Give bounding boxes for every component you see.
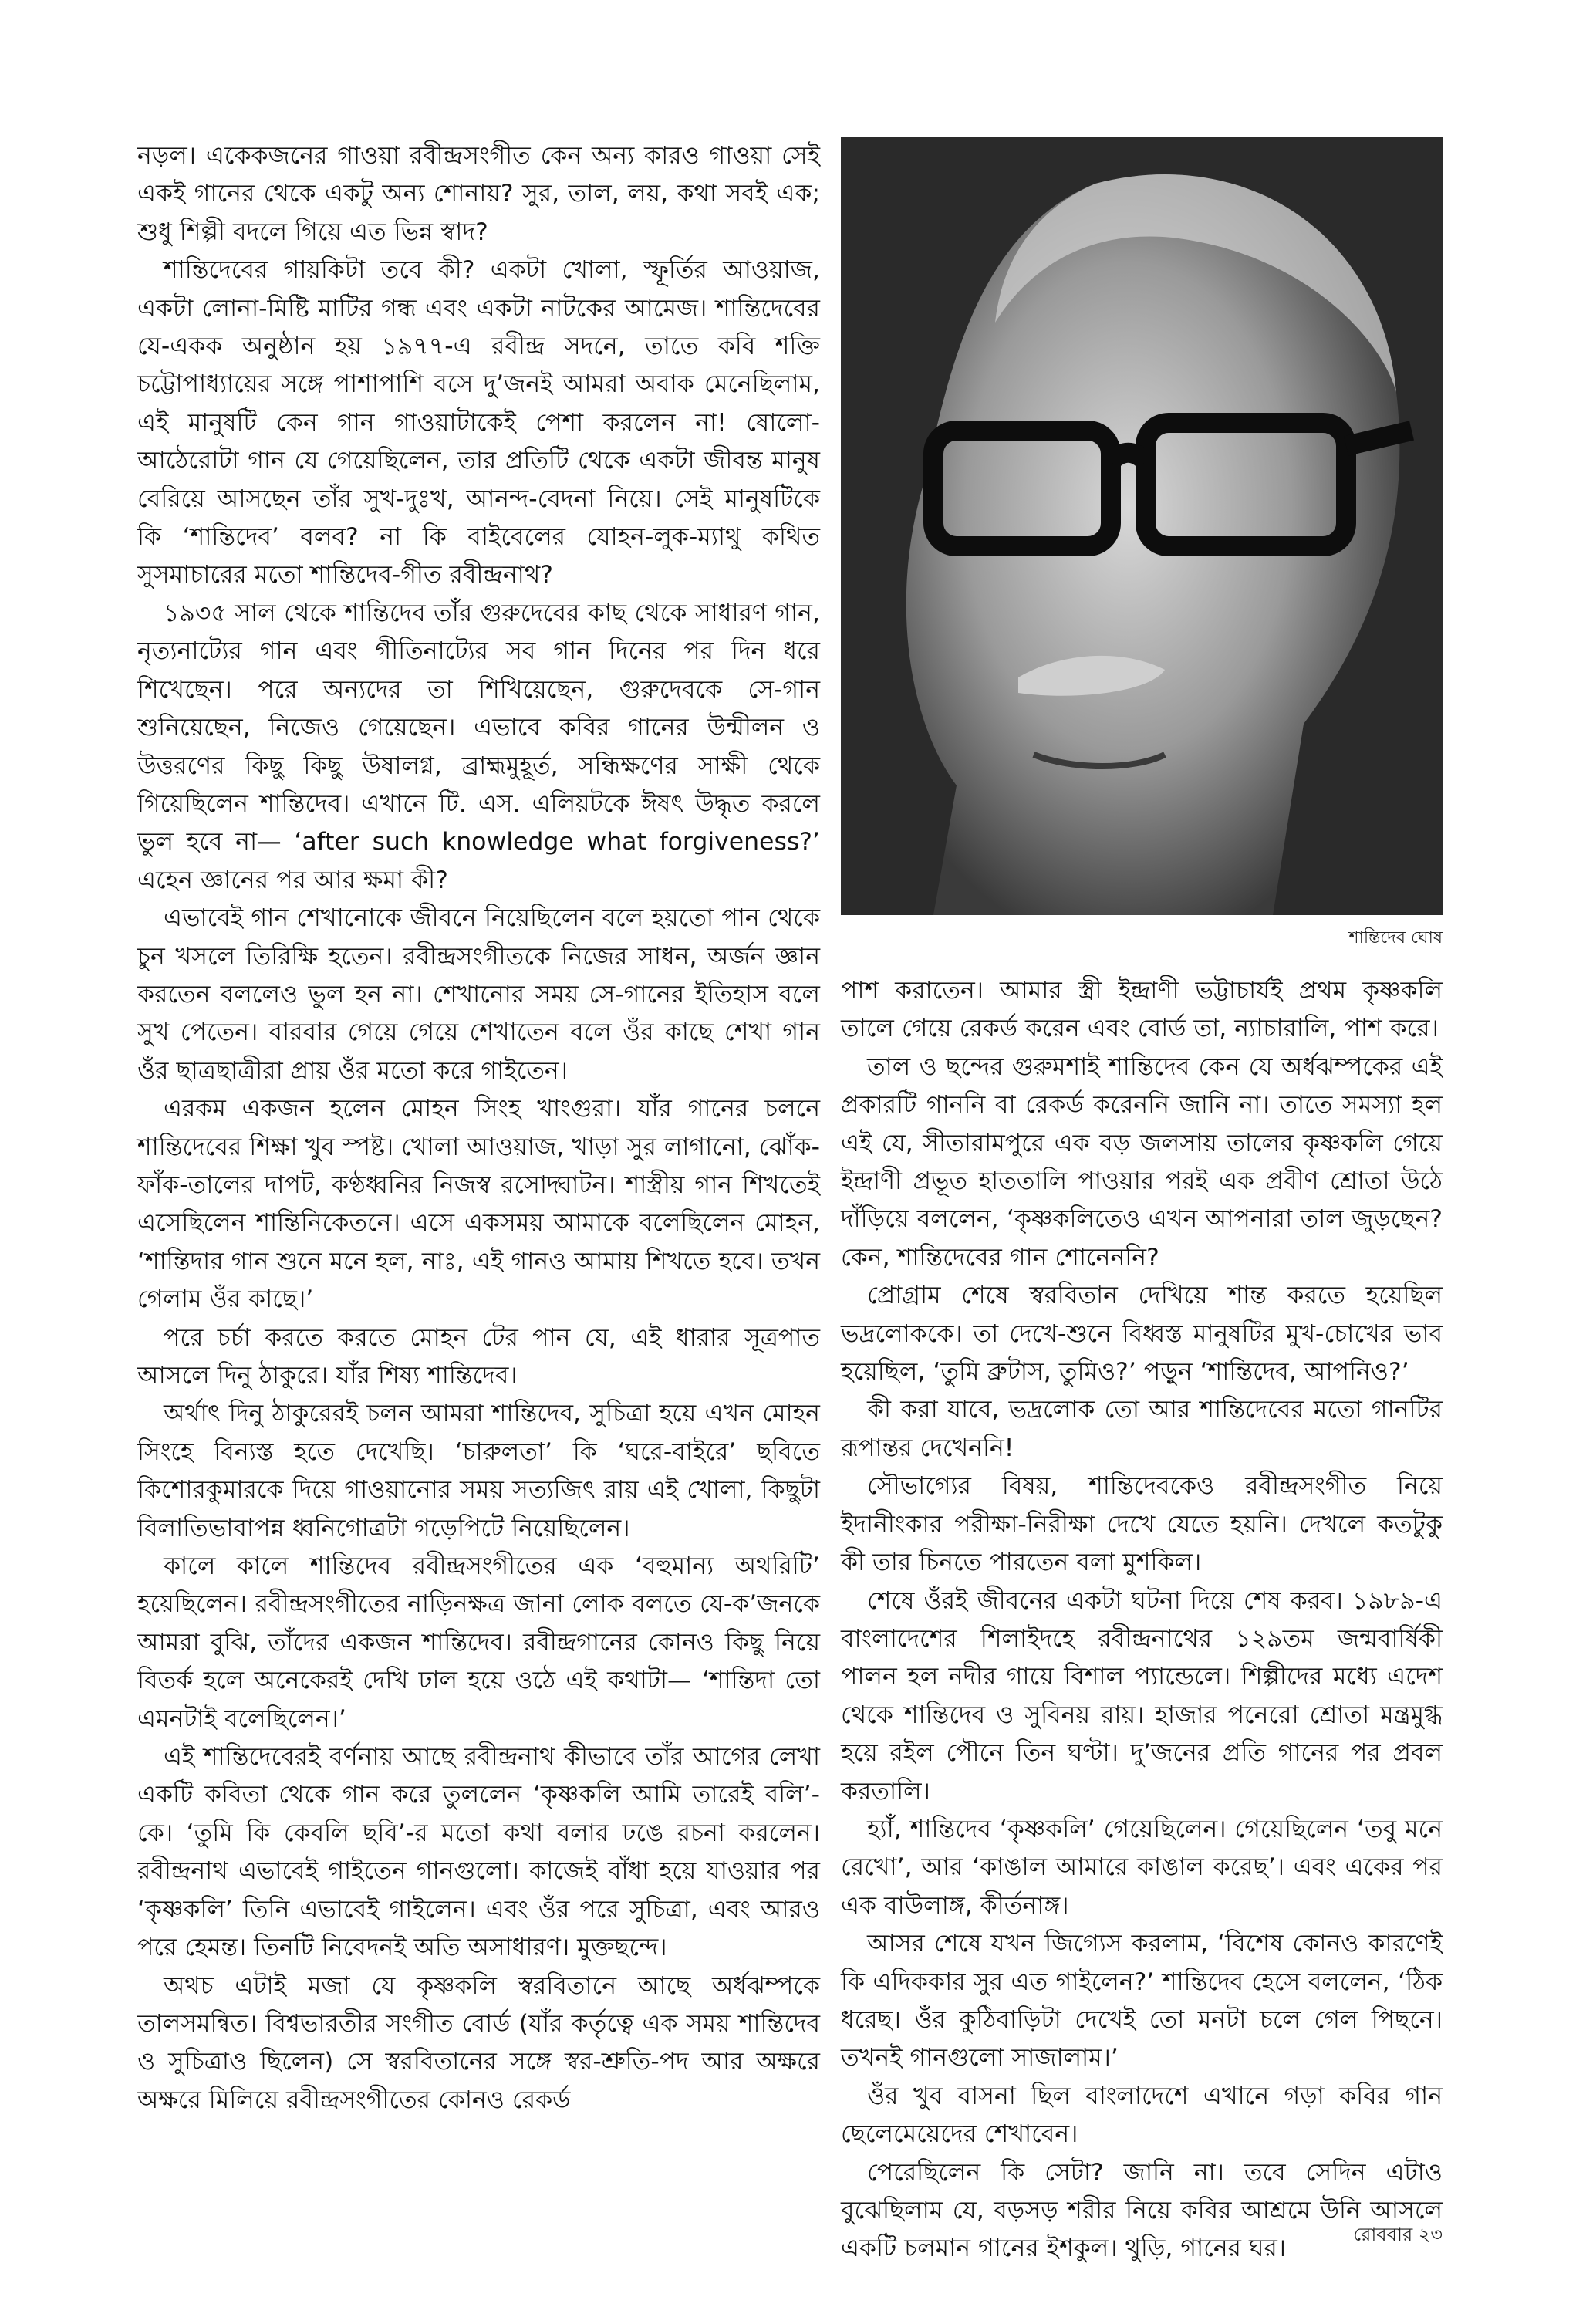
article-column-left: [137, 137, 820, 2120]
paragraph: হ্যাঁ, শান্তিদেব ‘কৃষ্ণকলি’ গেয়েছিলেন। গেয়েছিলেন ‘তবু মনে রেখো’, আর ‘কাঙাল আমারে কাঙাল করেছ’। এবং একের পর এক বাউলাঙ্গ, কীর্তনাঙ্গ।: [841, 1815, 1443, 1920]
portrait-illustration: [841, 137, 1443, 915]
paragraph: সৌভাগ্যের বিষয়, শান্তিদেবকেও রবীন্দ্রসংগীত নিয়ে ইদানীংকার পরীক্ষা-নিরীক্ষা দেখে যেতে হয়নি। দেখলে কতটুকু কী তার চিনতে পারতেন বলা মুশকিল।: [841, 1472, 1443, 1577]
paragraph: পাশ করাতেন। আমার স্ত্রী ইন্দ্রাণী ভট্টাচার্যই প্রথম কৃষ্ণকলি তালে গেয়ে রেকর্ড করেন এবং বোর্ড তা, ন্যাচারালি, পাশ করে।: [841, 977, 1443, 1043]
paragraph: তাল ও ছন্দের গুরুমশাই শান্তিদেব কেন যে অর্ধঝম্পকের এই প্রকারটি গাননি বা রেকর্ড করেননি জানি না। তাতে সমস্যা হল এই যে, সীতারামপুরে এক বড় জলসায় তালের কৃষ্ণকলি গেয়ে ইন্দ্রাণী প্রভূত হাততালি পাওয়ার পরই এক প্রবীণ শ্রোতা উঠে দাঁড়িয়ে বললেন, ‘কৃষ্ণকলিতেও এখন আপনারা তাল জুড়ছেন? কেন, শান্তিদেবের গান শোনেননি?: [841, 1052, 1443, 1272]
paragraph: আসর শেষে যখন জিগ্যেস করলাম, ‘বিশেষ কোনও কারণেই কি এদিককার সুর এত গাইলেন?’ শান্তিদেব হেসে বললেন, ‘ঠিক ধরেছ। ওঁর কুঠিবাড়িটা দেখেই তো মনটা চলে গেল পিছনে। তখনই গানগুলো সাজালাম।’: [841, 1930, 1443, 2072]
paragraph: শান্তিদেবের গায়কিটা তবে কী? একটা খোলা, স্ফূর্তির আওয়াজ, একটা লোনা-মিষ্টি মাটির গন্ধ এবং একটা নাটকের আমেজ। শান্তিদেবের যে-একক অনুষ্ঠান হয় ১৯৭৭-এ রবীন্দ্র সদনে, তাতে কবি শক্তি চট্টোপাধ্যায়ের সঙ্গে পাশাপাশি বসে দু’জনই আমরা অবাক মেনেছিলাম, এই মানুষটি কেন গান গাওয়াটাকেই পেশা করলেন না! ষোলো-আঠেরোটা গান যে গেয়েছিলেন, তার প্রতিটি থেকে একটা জীবন্ত মানুষ বেরিয়ে আসছেন তাঁর সুখ-দুঃখ, আনন্দ-বেদনা নিয়ে। সেই মানুষটিকে কি ‘শান্তিদেব’ বলব? না কি বাইবেলের যোহন-লুক-ম্যাথু কথিত সুসমাচারের মতো শান্তিদেব-গীত রবীন্দ্রনাথ?: [137, 256, 820, 589]
paragraph: কী করা যাবে, ভদ্রলোক তো আর শান্তিদেবের মতো গানটির রূপান্তর দেখেননি!: [841, 1396, 1443, 1462]
paragraph: এরকম একজন হলেন মোহন সিংহ খাংগুরা। যাঁর গানের চলনে শান্তিদেবের শিক্ষা খুব স্পষ্ট। খোলা আওয়াজ, খাড়া সুর লাগানো, ঝোঁক-ফাঁক-তালের দাপট, কণ্ঠধ্বনির নিজস্ব রসোদ্ঘাটন। শাস্ত্রীয় গান শিখতেই এসেছিলেন শান্তিনিকেতনে। এসে একসময় আমাকে বলেছিলেন মোহন, ‘শান্তিদার গান শুনে মনে হল, নাঃ, এই গানও আমায় শিখতে হবে। তখন গেলাম ওঁর কাছে।’: [137, 1095, 820, 1314]
paragraph: শেষে ওঁরই জীবনের একটা ঘটনা দিয়ে শেষ করব। ১৯৮৯-এ বাংলাদেশের শিলাইদহে রবীন্দ্রনাথের ১২৯তম জন্মবার্ষিকী পালন হল নদীর গায়ে বিশাল প্যান্ডেলে। শিল্পীদের মধ্যে এদেশ থেকে শান্তিদেব ও সুবিনয় রায়। হাজার পনেরো শ্রোতা মন্ত্রমুগ্ধ হয়ে রইল পৌনে তিন ঘণ্টা। দু’জনের প্রতি গানের পর প্রবল করতালি।: [841, 1586, 1443, 1805]
paragraph: পরে চর্চা করতে করতে মোহন টের পান যে, এই ধারার সূত্রপাত আসলে দিনু ঠাকুরে। যাঁর শিষ্য শান্তিদেব।: [137, 1323, 820, 1390]
paragraph: এভাবেই গান শেখানোকে জীবনে নিয়েছিলেন বলে হয়তো পান থেকে চুন খসলে তিরিক্ষি হতেন। রবীন্দ্রসংগীতকে নিজের সাধন, অর্জন জ্ঞান করতেন বললেও ভুল হন না। শেখানোর সময় সে-গানের ইতিহাস বলে সুখ পেতেন। বারবার গেয়ে গেয়ে শেখাতেন বলে ওঁর কাছে শেখা গান ওঁর ছাত্রছাত্রীরা প্রায় ওঁর মতো করে গাইতেন।: [137, 904, 820, 1085]
paragraph: অথচ এটাই মজা যে কৃষ্ণকলি স্বরবিতানে আছে অর্ধঝম্পকে তালসমন্বিত। বিশ্বভারতীর সংগীত বোর্ড (যাঁর কর্তৃত্বে এক সময় শান্তিদেব ও সুচিত্রাও ছিলেন) সে স্বরবিতানের সঙ্গে স্বর-শ্রুতি-পদ আর অক্ষরে অক্ষরে মিলিয়ে রবীন্দ্রসংগীতের কোনও রেকর্ড: [137, 1971, 820, 2114]
article-column-right: [841, 972, 1443, 2268]
paragraph: ওঁর খুব বাসনা ছিল বাংলাদেশে এখানে গড়া কবির গান ছেলেমেয়েদের শেখাবেন।: [841, 2082, 1443, 2149]
paragraph: প্রোগ্রাম শেষে স্বরবিতান দেখিয়ে শান্ত করতে হয়েছিল ভদ্রলোককে। তা দেখে-শুনে বিধ্বস্ত মানুষটির মুখ-চোখের ভাব হয়েছিল, ‘তুমি ব্রুটাস, তুমিও?’ পড়ুন ‘শান্তিদেব, আপনিও?’: [841, 1282, 1443, 1387]
paragraph: পেরেছিলেন কি সেটা? জানি না। তবে সেদিন এটাও বুঝেছিলাম যে, বড়সড় শরীর নিয়ে কবির আশ্রমে উনি আসলে একটি চলমান গানের ইশকুল। থুড়ি, গানের ঘর।: [841, 2158, 1443, 2263]
paragraph: কালে কালে শান্তিদেব রবীন্দ্রসংগীতের এক ‘বহুমান্য অথরিটি’ হয়েছিলেন। রবীন্দ্রসংগীতের নাড়িনক্ষত্র জানা লোক বলতে যে-ক’জনকে আমরা বুঝি, তাঁদের একজন শান্তিদেব। রবীন্দ্রগানের কোনও কিছু নিয়ে বিতর্ক হলে অনেকেরই দেখি ঢাল হয়ে ওঠে এই কথাটা— ‘শান্তিদা তো এমনটাই বলেছিলেন।’: [137, 1552, 820, 1733]
page-folio: রোববার ২৩: [1353, 2224, 1443, 2245]
paragraph: ১৯৩৫ সাল থেকে শান্তিদেব তাঁর গুরুদেবের কাছ থেকে সাধারণ গান, নৃত্যনাট্যের গান এবং গীতিনাট্যের সব গান দিনের পর দিন ধরে শিখেছেন। পরে অন্যদের তা শিখিয়েছেন, গুরুদেবকে সে-গান শুনিয়েছেন, নিজেও গেয়েছেন। এভাবে কবির গানের উন্মীলন ও উত্তরণের কিছু কিছু উষালগ্ন, ব্রাহ্মমুহূর্ত, সন্ধিক্ষণের সাক্ষী থেকে গিয়েছিলেন শান্তিদেব। এখানে টি. এস. এলিয়টকে ঈষৎ উদ্ধৃত করলে ভুল হবে না— ‘after such knowledge what forgiveness?’ এহেন জ্ঞানের পর আর ক্ষমা কী?: [137, 599, 820, 894]
portrait-photo: [841, 137, 1443, 915]
photo-caption: শান্তিদেব ঘোষ: [1348, 928, 1443, 948]
paragraph: নড়ল। একেকজনের গাওয়া রবীন্দ্রসংগীত কেন অন্য কারও গাওয়া সেই একই গানের থেকে একটু অন্য শোনায়? সুর, তাল, লয়, কথা সবই এক; শুধু শিল্পী বদলে গিয়ে এত ভিন্ন স্বাদ?: [137, 142, 820, 246]
paragraph: এই শান্তিদেবেরই বর্ণনায় আছে রবীন্দ্রনাথ কীভাবে তাঁর আগের লেখা একটি কবিতা থেকে গান করে তুললেন ‘কৃষ্ণকলি আমি তারেই বলি’-কে। ‘তুমি কি কেবলি ছবি’-র মতো কথা বলার ঢঙে রচনা করলেন। রবীন্দ্রনাথ এভাবেই গাইতেন গানগুলো। কাজেই বাঁধা হয়ে যাওয়ার পর ‘কৃষ্ণকলি’ তিনি এভাবেই গাইলেন। এবং ওঁর পরে সুচিত্রা, এবং আরও পরে হেমন্ত। তিনটি নিবেদনই অতি অসাধারণ। মুক্তছন্দে।: [137, 1743, 820, 1962]
paragraph: অর্থাৎ দিনু ঠাকুরেরই চলন আমরা শান্তিদেব, সুচিত্রা হয়ে এখন মোহন সিংহে বিন্যস্ত হতে দেখেছি। ‘চারুলতা’ কি ‘ঘরে-বাইরে’ ছবিতে কিশোরকুমারকে দিয়ে গাওয়ানোর সময় সত্যজিৎ রায় এই খোলা, কিছুটা বিলাতিভাবাপন্ন ধ্বনিগোত্রটা গড়েপিটে নিয়েছিলেন।: [137, 1400, 820, 1542]
